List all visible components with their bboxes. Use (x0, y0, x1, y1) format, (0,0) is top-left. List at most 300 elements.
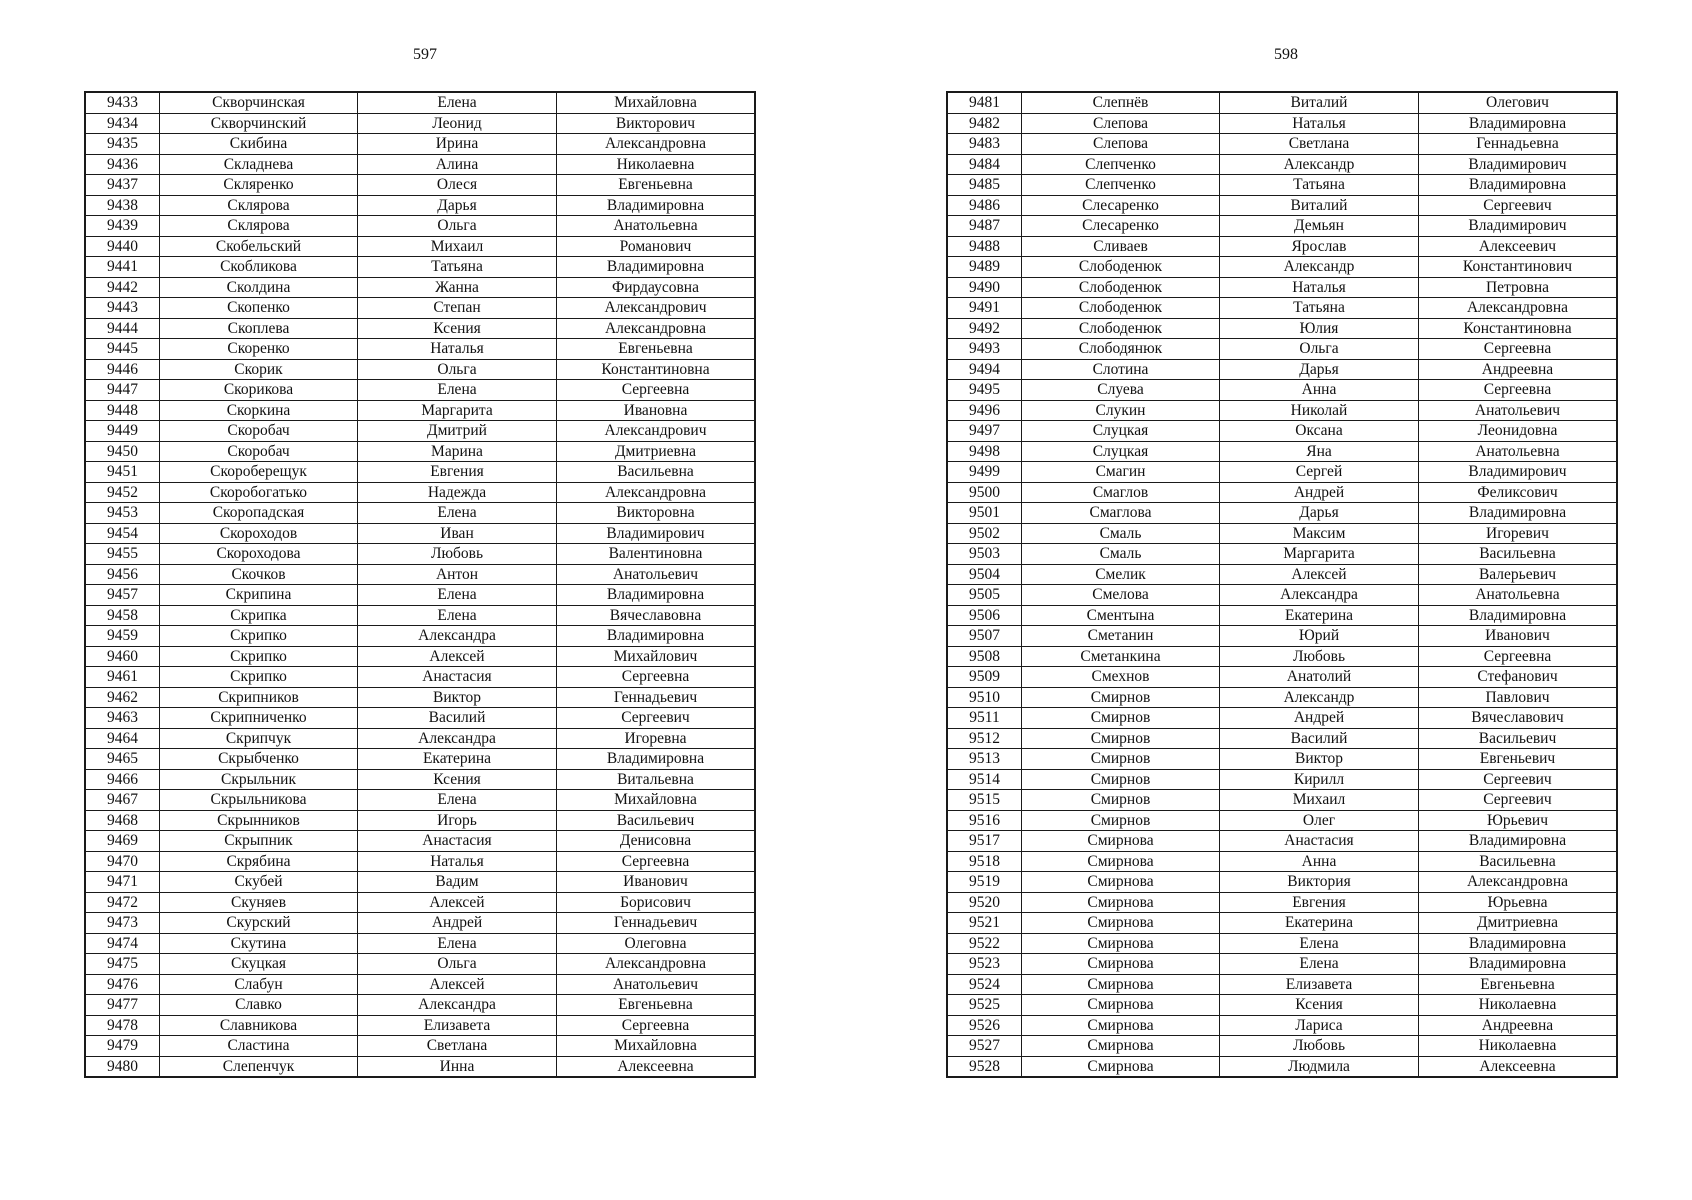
table-row (85, 462, 755, 483)
first-name-cell: Александра (358, 728, 557, 749)
patronymic-cell: Васильевна (1419, 851, 1618, 872)
patronymic-cell: Васильевна (1419, 544, 1618, 565)
patronymic-cell: Евгеньевна (557, 339, 756, 360)
patronymic-cell: Михайловна (557, 790, 756, 811)
patronymic-cell: Фирдаусовна (557, 277, 756, 298)
surname-cell: Скоплева (160, 318, 358, 339)
first-name-cell: Маргарита (358, 400, 557, 421)
record-number-cell: 9499 (947, 462, 1022, 483)
record-number-cell: 9487 (947, 216, 1022, 237)
record-number-cell: 9525 (947, 995, 1022, 1016)
table-row (947, 564, 1617, 585)
record-number-cell: 9446 (85, 359, 160, 380)
first-name-cell: Елизавета (358, 1015, 557, 1036)
first-name-cell: Екатерина (1220, 913, 1419, 934)
patronymic-cell: Иванович (1419, 626, 1618, 647)
first-name-cell: Дарья (1220, 503, 1419, 524)
table-row (85, 421, 755, 442)
table-row (947, 810, 1617, 831)
first-name-cell: Леонид (358, 113, 557, 134)
right-page-number: 598 (1274, 46, 1298, 63)
first-name-cell: Елена (358, 92, 557, 113)
patronymic-cell: Владимирович (1419, 462, 1618, 483)
surname-cell: Сметанкина (1022, 646, 1220, 667)
table-row (947, 995, 1617, 1016)
table-row (947, 236, 1617, 257)
first-name-cell: Ольга (358, 954, 557, 975)
first-name-cell: Игорь (358, 810, 557, 831)
record-number-cell: 9498 (947, 441, 1022, 462)
record-number-cell: 9449 (85, 421, 160, 442)
surname-cell: Смирнов (1022, 749, 1220, 770)
first-name-cell: Алексей (358, 892, 557, 913)
record-number-cell: 9504 (947, 564, 1022, 585)
surname-cell: Скорик (160, 359, 358, 380)
first-name-cell: Ирина (358, 134, 557, 155)
record-number-cell: 9512 (947, 728, 1022, 749)
table-row (85, 277, 755, 298)
patronymic-cell: Сергеевич (557, 708, 756, 729)
table-row (947, 913, 1617, 934)
surname-cell: Скоробогатько (160, 482, 358, 503)
record-number-cell: 9520 (947, 892, 1022, 913)
surname-cell: Слободянюк (1022, 339, 1220, 360)
patronymic-cell: Валентиновна (557, 544, 756, 565)
first-name-cell: Татьяна (1220, 175, 1419, 196)
patronymic-cell: Иванович (557, 872, 756, 893)
first-name-cell: Любовь (1220, 646, 1419, 667)
first-name-cell: Ксения (358, 769, 557, 790)
right-page (946, 91, 1618, 1078)
patronymic-cell: Владимировна (1419, 605, 1618, 626)
surname-cell: Смирнова (1022, 1015, 1220, 1036)
table-row (947, 462, 1617, 483)
first-name-cell: Дарья (358, 195, 557, 216)
patronymic-cell: Владимирович (557, 523, 756, 544)
first-name-cell: Елена (1220, 954, 1419, 975)
record-number-cell: 9470 (85, 851, 160, 872)
patronymic-cell: Николаевна (1419, 1036, 1618, 1057)
first-name-cell: Юрий (1220, 626, 1419, 647)
patronymic-cell: Владимировна (1419, 503, 1618, 524)
record-number-cell: 9527 (947, 1036, 1022, 1057)
record-number-cell: 9445 (85, 339, 160, 360)
first-name-cell: Екатерина (358, 749, 557, 770)
first-name-cell: Елена (1220, 933, 1419, 954)
patronymic-cell: Геннадьевич (557, 687, 756, 708)
surname-cell: Смелова (1022, 585, 1220, 606)
patronymic-cell: Александровна (1419, 298, 1618, 319)
first-name-cell: Анна (1220, 851, 1419, 872)
first-name-cell: Максим (1220, 523, 1419, 544)
surname-cell: Смирнова (1022, 995, 1220, 1016)
first-name-cell: Марина (358, 441, 557, 462)
surname-cell: Скрипко (160, 626, 358, 647)
table-row (947, 1015, 1617, 1036)
patronymic-cell: Дмитриевна (557, 441, 756, 462)
surname-cell: Смирнова (1022, 974, 1220, 995)
record-number-cell: 9471 (85, 872, 160, 893)
first-name-cell: Светлана (1220, 134, 1419, 155)
record-number-cell: 9526 (947, 1015, 1022, 1036)
record-number-cell: 9506 (947, 605, 1022, 626)
table-row (947, 154, 1617, 175)
table-row (947, 380, 1617, 401)
surname-cell: Сметанин (1022, 626, 1220, 647)
record-number-cell: 9441 (85, 257, 160, 278)
patronymic-cell: Стефанович (1419, 667, 1618, 688)
record-number-cell: 9522 (947, 933, 1022, 954)
patronymic-cell: Сергеевна (557, 380, 756, 401)
table-row (947, 257, 1617, 278)
record-number-cell: 9459 (85, 626, 160, 647)
patronymic-cell: Владимировна (1419, 113, 1618, 134)
first-name-cell: Виктория (1220, 872, 1419, 893)
table-row (85, 441, 755, 462)
patronymic-cell: Александровна (557, 134, 756, 155)
first-name-cell: Маргарита (1220, 544, 1419, 565)
record-number-cell: 9505 (947, 585, 1022, 606)
first-name-cell: Андрей (1220, 482, 1419, 503)
left-page (84, 91, 756, 1078)
table-row (85, 769, 755, 790)
first-name-cell: Александр (1220, 687, 1419, 708)
record-number-cell: 9463 (85, 708, 160, 729)
first-name-cell: Анатолий (1220, 667, 1419, 688)
record-number-cell: 9457 (85, 585, 160, 606)
table-row (947, 892, 1617, 913)
table-row (85, 318, 755, 339)
surname-cell: Славникова (160, 1015, 358, 1036)
record-number-cell: 9479 (85, 1036, 160, 1057)
record-number-cell: 9503 (947, 544, 1022, 565)
table-row (85, 359, 755, 380)
patronymic-cell: Анатольевна (557, 216, 756, 237)
surname-cell: Смирнова (1022, 933, 1220, 954)
table-row (85, 503, 755, 524)
record-number-cell: 9528 (947, 1056, 1022, 1077)
first-name-cell: Михаил (358, 236, 557, 257)
surname-cell: Смирнова (1022, 851, 1220, 872)
table-row (947, 749, 1617, 770)
surname-cell: Скобельский (160, 236, 358, 257)
patronymic-cell: Юрьевна (1419, 892, 1618, 913)
table-row (85, 523, 755, 544)
patronymic-cell: Николаевна (557, 154, 756, 175)
record-number-cell: 9476 (85, 974, 160, 995)
surname-cell: Слепченко (1022, 154, 1220, 175)
first-name-cell: Евгения (358, 462, 557, 483)
surname-cell: Скрыбченко (160, 749, 358, 770)
first-name-cell: Любовь (1220, 1036, 1419, 1057)
record-number-cell: 9447 (85, 380, 160, 401)
right-registry-body (947, 92, 1617, 1077)
table-row (85, 933, 755, 954)
table-row (947, 544, 1617, 565)
table-row (947, 441, 1617, 462)
record-number-cell: 9466 (85, 769, 160, 790)
table-row (85, 175, 755, 196)
patronymic-cell: Евгеньевна (1419, 974, 1618, 995)
first-name-cell: Виталий (1220, 195, 1419, 216)
surname-cell: Скоропадская (160, 503, 358, 524)
table-row (85, 667, 755, 688)
table-row (947, 1056, 1617, 1077)
patronymic-cell: Владимировна (1419, 954, 1618, 975)
patronymic-cell: Александровна (557, 954, 756, 975)
record-number-cell: 9516 (947, 810, 1022, 831)
patronymic-cell: Владимировна (557, 626, 756, 647)
first-name-cell: Наталья (358, 339, 557, 360)
patronymic-cell: Викторович (557, 113, 756, 134)
patronymic-cell: Романович (557, 236, 756, 257)
table-row (85, 1036, 755, 1057)
surname-cell: Слободенюк (1022, 277, 1220, 298)
first-name-cell: Михаил (1220, 790, 1419, 811)
first-name-cell: Николай (1220, 400, 1419, 421)
patronymic-cell: Константинович (1419, 257, 1618, 278)
first-name-cell: Анастасия (358, 831, 557, 852)
patronymic-cell: Алексеевна (557, 1056, 756, 1077)
table-row (85, 687, 755, 708)
surname-cell: Смаглова (1022, 503, 1220, 524)
table-row (947, 359, 1617, 380)
table-row (947, 851, 1617, 872)
surname-cell: Сколдина (160, 277, 358, 298)
surname-cell: Скубей (160, 872, 358, 893)
surname-cell: Складнева (160, 154, 358, 175)
surname-cell: Скуняев (160, 892, 358, 913)
table-row (947, 626, 1617, 647)
surname-cell: Скрипко (160, 646, 358, 667)
table-row (85, 749, 755, 770)
patronymic-cell: Игоревна (557, 728, 756, 749)
surname-cell: Скочков (160, 564, 358, 585)
table-row (85, 236, 755, 257)
patronymic-cell: Анатольевич (1419, 400, 1618, 421)
surname-cell: Смирнов (1022, 708, 1220, 729)
table-row (85, 708, 755, 729)
patronymic-cell: Михайловна (557, 1036, 756, 1057)
surname-cell: Смирнова (1022, 1056, 1220, 1077)
patronymic-cell: Михайловна (557, 92, 756, 113)
patronymic-cell: Сергеевна (1419, 380, 1618, 401)
table-row (85, 1056, 755, 1077)
patronymic-cell: Сергеевич (1419, 769, 1618, 790)
first-name-cell: Анна (1220, 380, 1419, 401)
table-row (85, 626, 755, 647)
patronymic-cell: Борисович (557, 892, 756, 913)
record-number-cell: 9495 (947, 380, 1022, 401)
record-number-cell: 9511 (947, 708, 1022, 729)
surname-cell: Слепова (1022, 134, 1220, 155)
surname-cell: Смаль (1022, 544, 1220, 565)
record-number-cell: 9480 (85, 1056, 160, 1077)
surname-cell: Скрипко (160, 667, 358, 688)
record-number-cell: 9517 (947, 831, 1022, 852)
first-name-cell: Алексей (358, 646, 557, 667)
record-number-cell: 9458 (85, 605, 160, 626)
patronymic-cell: Александрович (557, 298, 756, 319)
patronymic-cell: Евгеньевна (557, 175, 756, 196)
first-name-cell: Иван (358, 523, 557, 544)
patronymic-cell: Сергеевна (557, 1015, 756, 1036)
surname-cell: Смирнова (1022, 872, 1220, 893)
record-number-cell: 9515 (947, 790, 1022, 811)
patronymic-cell: Васильевна (557, 462, 756, 483)
surname-cell: Скрыпник (160, 831, 358, 852)
first-name-cell: Яна (1220, 441, 1419, 462)
record-number-cell: 9497 (947, 421, 1022, 442)
table-row (85, 646, 755, 667)
left-registry-body (85, 92, 755, 1077)
first-name-cell: Александр (1220, 257, 1419, 278)
first-name-cell: Евгения (1220, 892, 1419, 913)
record-number-cell: 9484 (947, 154, 1022, 175)
patronymic-cell: Николаевна (1419, 995, 1618, 1016)
surname-cell: Скороходова (160, 544, 358, 565)
table-row (85, 134, 755, 155)
surname-cell: Смаль (1022, 523, 1220, 544)
surname-cell: Скоркина (160, 400, 358, 421)
patronymic-cell: Сергеевич (1419, 790, 1618, 811)
surname-cell: Склярова (160, 195, 358, 216)
surname-cell: Смехнов (1022, 667, 1220, 688)
first-name-cell: Светлана (358, 1036, 557, 1057)
surname-cell: Скрипина (160, 585, 358, 606)
record-number-cell: 9464 (85, 728, 160, 749)
surname-cell: Скворчинский (160, 113, 358, 134)
surname-cell: Смирнова (1022, 1036, 1220, 1057)
table-row (947, 728, 1617, 749)
record-number-cell: 9478 (85, 1015, 160, 1036)
first-name-cell: Дарья (1220, 359, 1419, 380)
table-row (85, 995, 755, 1016)
table-row (85, 872, 755, 893)
patronymic-cell: Владимировна (1419, 175, 1618, 196)
table-row (947, 831, 1617, 852)
first-name-cell: Виктор (358, 687, 557, 708)
first-name-cell: Ольга (1220, 339, 1419, 360)
first-name-cell: Елена (358, 380, 557, 401)
patronymic-cell: Денисовна (557, 831, 756, 852)
table-row (947, 933, 1617, 954)
surname-cell: Слукин (1022, 400, 1220, 421)
record-number-cell: 9502 (947, 523, 1022, 544)
table-row (85, 728, 755, 749)
surname-cell: Смагин (1022, 462, 1220, 483)
record-number-cell: 9448 (85, 400, 160, 421)
record-number-cell: 9473 (85, 913, 160, 934)
patronymic-cell: Владимировна (557, 585, 756, 606)
table-row (85, 974, 755, 995)
first-name-cell: Елена (358, 585, 557, 606)
record-number-cell: 9492 (947, 318, 1022, 339)
table-row (947, 482, 1617, 503)
first-name-cell: Наталья (1220, 113, 1419, 134)
table-row (947, 134, 1617, 155)
surname-cell: Скрипка (160, 605, 358, 626)
surname-cell: Скрипчук (160, 728, 358, 749)
table-row (85, 831, 755, 852)
surname-cell: Скороберещук (160, 462, 358, 483)
patronymic-cell: Игоревич (1419, 523, 1618, 544)
first-name-cell: Александра (358, 626, 557, 647)
patronymic-cell: Владимировна (1419, 933, 1618, 954)
surname-cell: Слесаренко (1022, 195, 1220, 216)
first-name-cell: Алина (358, 154, 557, 175)
first-name-cell: Алексей (358, 974, 557, 995)
record-number-cell: 9456 (85, 564, 160, 585)
record-number-cell: 9437 (85, 175, 160, 196)
surname-cell: Скоробач (160, 421, 358, 442)
record-number-cell: 9453 (85, 503, 160, 524)
record-number-cell: 9474 (85, 933, 160, 954)
table-row (947, 1036, 1617, 1057)
record-number-cell: 9491 (947, 298, 1022, 319)
table-row (947, 523, 1617, 544)
record-number-cell: 9514 (947, 769, 1022, 790)
first-name-cell: Инна (358, 1056, 557, 1077)
table-row (85, 605, 755, 626)
first-name-cell: Елена (358, 503, 557, 524)
table-row (947, 974, 1617, 995)
surname-cell: Скопенко (160, 298, 358, 319)
surname-cell: Смаглов (1022, 482, 1220, 503)
table-row (85, 92, 755, 113)
surname-cell: Смирнов (1022, 687, 1220, 708)
surname-cell: Склярова (160, 216, 358, 237)
patronymic-cell: Дмитриевна (1419, 913, 1618, 934)
table-row (947, 503, 1617, 524)
surname-cell: Скрыльникова (160, 790, 358, 811)
table-row (85, 154, 755, 175)
patronymic-cell: Витальевна (557, 769, 756, 790)
first-name-cell: Ксения (1220, 995, 1419, 1016)
table-row (947, 687, 1617, 708)
table-row (85, 400, 755, 421)
record-number-cell: 9451 (85, 462, 160, 483)
table-row (947, 113, 1617, 134)
first-name-cell: Сергей (1220, 462, 1419, 483)
patronymic-cell: Константиновна (1419, 318, 1618, 339)
first-name-cell: Виктор (1220, 749, 1419, 770)
table-row (85, 913, 755, 934)
table-row (85, 216, 755, 237)
patronymic-cell: Константиновна (557, 359, 756, 380)
first-name-cell: Надежда (358, 482, 557, 503)
patronymic-cell: Владимировна (1419, 831, 1618, 852)
surname-cell: Слуцкая (1022, 421, 1220, 442)
table-row (947, 216, 1617, 237)
table-row (85, 1015, 755, 1036)
table-row (85, 113, 755, 134)
record-number-cell: 9462 (85, 687, 160, 708)
patronymic-cell: Алексеевна (1419, 1056, 1618, 1077)
patronymic-cell: Васильевич (557, 810, 756, 831)
record-number-cell: 9439 (85, 216, 160, 237)
record-number-cell: 9443 (85, 298, 160, 319)
first-name-cell: Александра (1220, 585, 1419, 606)
first-name-cell: Татьяна (1220, 298, 1419, 319)
surname-cell: Скрябина (160, 851, 358, 872)
first-name-cell: Елена (358, 790, 557, 811)
record-number-cell: 9442 (85, 277, 160, 298)
table-row (85, 892, 755, 913)
record-number-cell: 9508 (947, 646, 1022, 667)
patronymic-cell: Сергеевна (557, 851, 756, 872)
surname-cell: Скуцкая (160, 954, 358, 975)
